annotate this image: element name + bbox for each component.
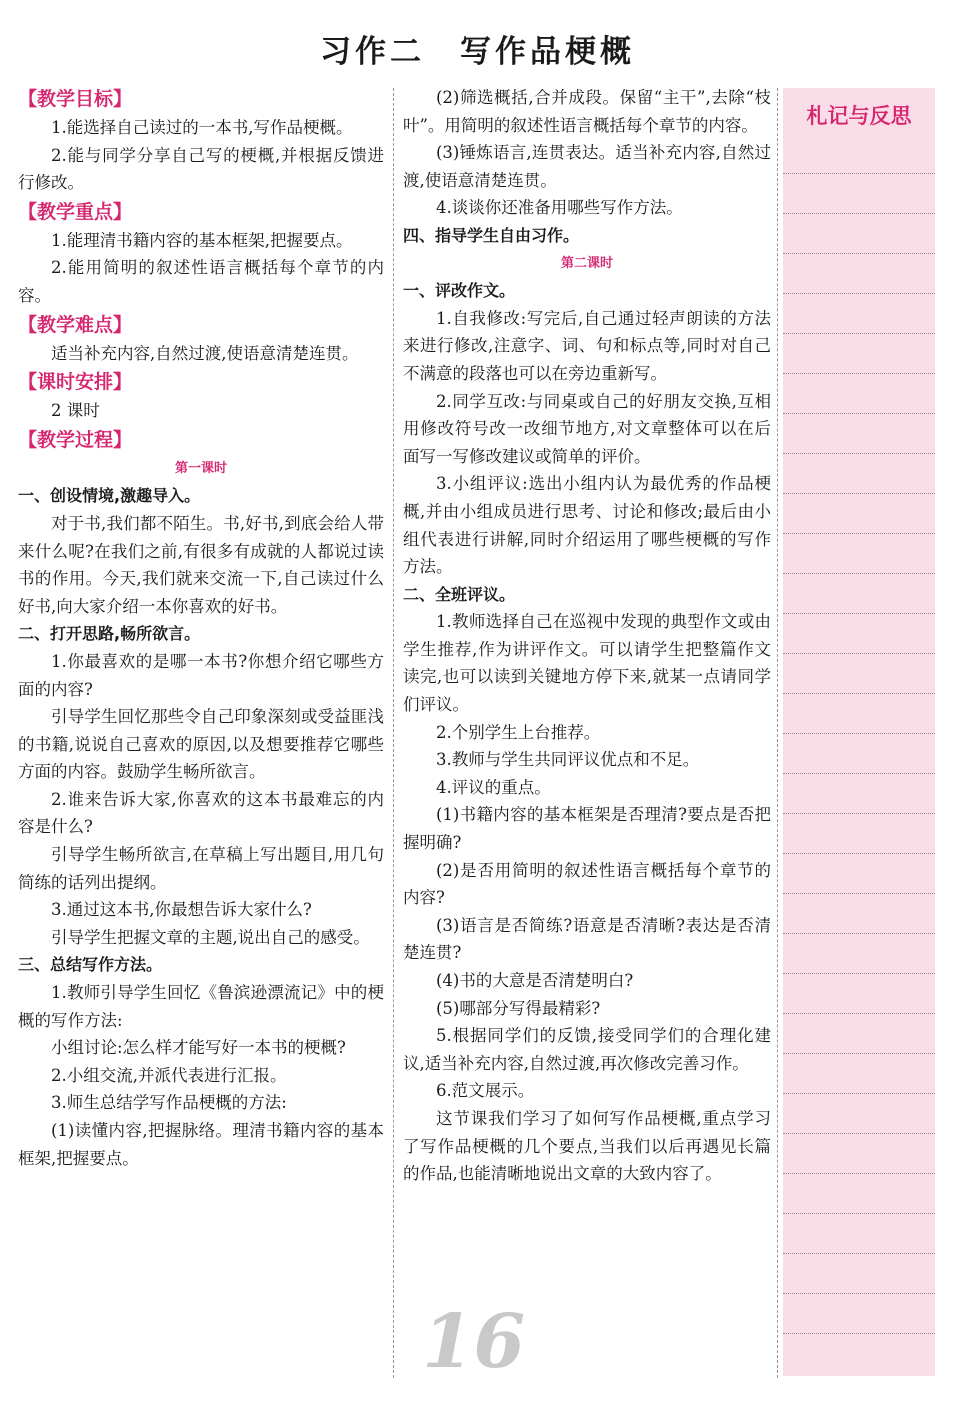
note-line: [783, 733, 935, 734]
paragraph: 2 课时: [51, 401, 100, 421]
paragraph: (3)锤炼语言,连贯表达。适当补充内容,自然过渡,使语意清楚连贯。: [403, 143, 771, 190]
note-line: [783, 613, 935, 614]
paragraph: 3.教师与学生共同评议优点和不足。: [436, 750, 700, 770]
note-line: [783, 413, 935, 414]
note-line: [783, 373, 935, 374]
paragraph: (3)语言是否简练?语意是否清晰?表达是否清楚连贯?: [403, 915, 771, 963]
step-heading: 一、评改作文。: [403, 281, 516, 301]
lesson-heading: 第一课时: [174, 460, 227, 476]
paragraph: 引导学生回忆那些令自己印象深刻或受益匪浅的书籍,说说自己喜欢的原因,以及想要推荐它哪些方面的内容。鼓励学生畅所欲言。: [18, 707, 384, 782]
step-heading: 四、指导学生自由习作。: [403, 225, 580, 245]
lesson-heading: 第二课时: [560, 255, 613, 271]
note-line: [783, 933, 935, 934]
step-heading: 二、打开思路,畅所欲言。: [18, 624, 201, 644]
note-line: [783, 1173, 935, 1174]
paragraph: (1)读懂内容,把握脉络。理清书籍内容的基本框架,把握要点。: [18, 1121, 384, 1168]
page-title: 习作二 写作品梗概: [320, 34, 635, 70]
note-line: [783, 1253, 935, 1254]
paragraph: 2.能与同学分享自己写的梗概,并根据反馈进行修改。: [18, 145, 384, 193]
note-line: [783, 1333, 935, 1334]
section-heading: 【课时安排】: [18, 371, 133, 394]
section-heading: 【教学过程】: [18, 428, 133, 451]
paragraph: 引导学生把握文章的主题,说出自己的感受。: [51, 927, 370, 947]
paragraph: (5)哪部分写得最精彩?: [436, 998, 601, 1018]
paragraph: 小组讨论:怎么样才能写好一本书的梗概?: [51, 1038, 346, 1058]
paragraph: 1.教师选择自己在巡视中发现的典型作文或由学生推荐,作为讲评作文。可以请学生把整篇作文读完,也可以读到关键地方停下来,就某一点请同学们评议。: [403, 612, 771, 715]
column-divider-left: [393, 88, 394, 1378]
note-line: [783, 293, 935, 294]
paragraph: 适当补充内容,自然过渡,使语意清楚连贯。: [51, 343, 359, 363]
note-line: [783, 1013, 935, 1014]
note-line: [783, 253, 935, 254]
note-line: [783, 453, 935, 454]
note-line: [783, 653, 935, 654]
notes-sidebar: [783, 88, 935, 1376]
page-number: 16: [422, 1299, 525, 1385]
section-heading: 【教学重点】: [18, 200, 133, 223]
left-text-column: [18, 84, 384, 1172]
note-line: [783, 773, 935, 774]
paragraph: 1.教师引导学生回忆《鲁滨逊漂流记》中的梗概的写作方法:: [18, 983, 384, 1030]
note-line: [783, 333, 935, 334]
paragraph: 1.能理清书籍内容的基本框架,把握要点。: [51, 230, 353, 250]
paragraph: 这节课我们学习了如何写作品梗概,重点学习了写作品梗概的几个要点,当我们以后再遇见长篇的作品,也能清晰地说出文章的大致内容了。: [403, 1108, 771, 1184]
paragraph: 2.小组交流,并派代表进行汇报。: [51, 1065, 287, 1085]
notes-title: 札记与反思: [806, 104, 912, 128]
paragraph: 3.小组评议:选出小组内认为最优秀的作品梗概,并由小组成员进行思考、讨论和修改;最后由小组代表进行讲解,同时介绍运用了哪些梗概的写作方法。: [403, 474, 771, 577]
note-line: [783, 1053, 935, 1054]
paragraph: 5.根据同学们的反馈,接受同学们的合理化建议,适当补充内容,自然过渡,再次修改完善习作。: [403, 1026, 771, 1073]
column-divider-right: [777, 88, 778, 1378]
paragraph: 1.你最喜欢的是哪一本书?你想介绍它哪些方面的内容?: [18, 651, 384, 699]
paragraph: (4)书的大意是否清楚明白?: [436, 971, 634, 990]
paragraph: 1.自我修改:写完后,自己通过轻声朗读的方法来进行修改,注意字、词、句和标点等,同时对自己不满意的段落也可以在旁边重新写。: [403, 308, 771, 383]
paragraph: 2.能用简明的叙述性语言概括每个章节的内容。: [18, 258, 384, 305]
paragraph: (2)筛选概括,合并成段。保留“主干”,去除“枝叶”。用简明的叙述性语言概括每个章节的内容。: [403, 88, 771, 135]
note-line: [783, 693, 935, 694]
note-line: [783, 533, 935, 534]
paragraph: 2.同学互改:与同桌或自己的好朋友交换,互相用修改符号改一改细节地方,对文章整体可以在后面写一写修改建议或简单的评价。: [403, 391, 771, 466]
paragraph: 2.谁来告诉大家,你喜欢的这本书最难忘的内容是什么?: [18, 789, 384, 837]
note-line: [783, 1213, 935, 1214]
paragraph: 引导学生畅所欲言,在草稿上写出题目,用几句简练的话列出提纲。: [18, 845, 384, 892]
middle-text-column: [403, 84, 771, 1188]
note-line: [783, 173, 935, 174]
paragraph: 1.能选择自己读过的一本书,写作品梗概。: [51, 118, 353, 137]
paragraph: 4.谈谈你还准备用哪些写作方法。: [436, 198, 683, 218]
paragraph: (2)是否用简明的叙述性语言概括每个章节的内容?: [403, 860, 771, 908]
step-heading: 三、总结写作方法。: [18, 955, 163, 975]
paragraph: 4.评议的重点。: [436, 777, 551, 797]
step-heading: 二、全班评议。: [403, 584, 516, 604]
section-heading: 【教学难点】: [18, 313, 133, 336]
paragraph: 3.师生总结学写作品梗概的方法:: [51, 1093, 287, 1113]
paragraph: 3.通过这本书,你最想告诉大家什么?: [51, 900, 312, 920]
note-line: [783, 1133, 935, 1134]
paragraph: 6.范文展示。: [436, 1081, 535, 1101]
note-line: [783, 1093, 935, 1094]
note-line: [783, 973, 935, 974]
paragraph: 对于书,我们都不陌生。书,好书,到底会给人带来什么呢?在我们之前,有很多有成就的人都说过读书的作用。今天,我们就来交流一下,自己读过什么好书,向大家介绍一本你喜欢的好书。: [18, 513, 384, 616]
note-line: [783, 893, 935, 894]
paragraph: 2.个别学生上台推荐。: [436, 722, 601, 742]
step-heading: 一、创设情境,激趣导入。: [18, 486, 201, 506]
note-line: [783, 1293, 935, 1294]
note-line: [783, 213, 935, 214]
note-line: [783, 813, 935, 814]
section-heading: 【教学目标】: [18, 88, 133, 110]
note-line: [783, 493, 935, 494]
note-line: [783, 573, 935, 574]
note-line: [783, 853, 935, 854]
paragraph: (1)书籍内容的基本框架是否理清?要点是否把握明确?: [403, 805, 771, 853]
